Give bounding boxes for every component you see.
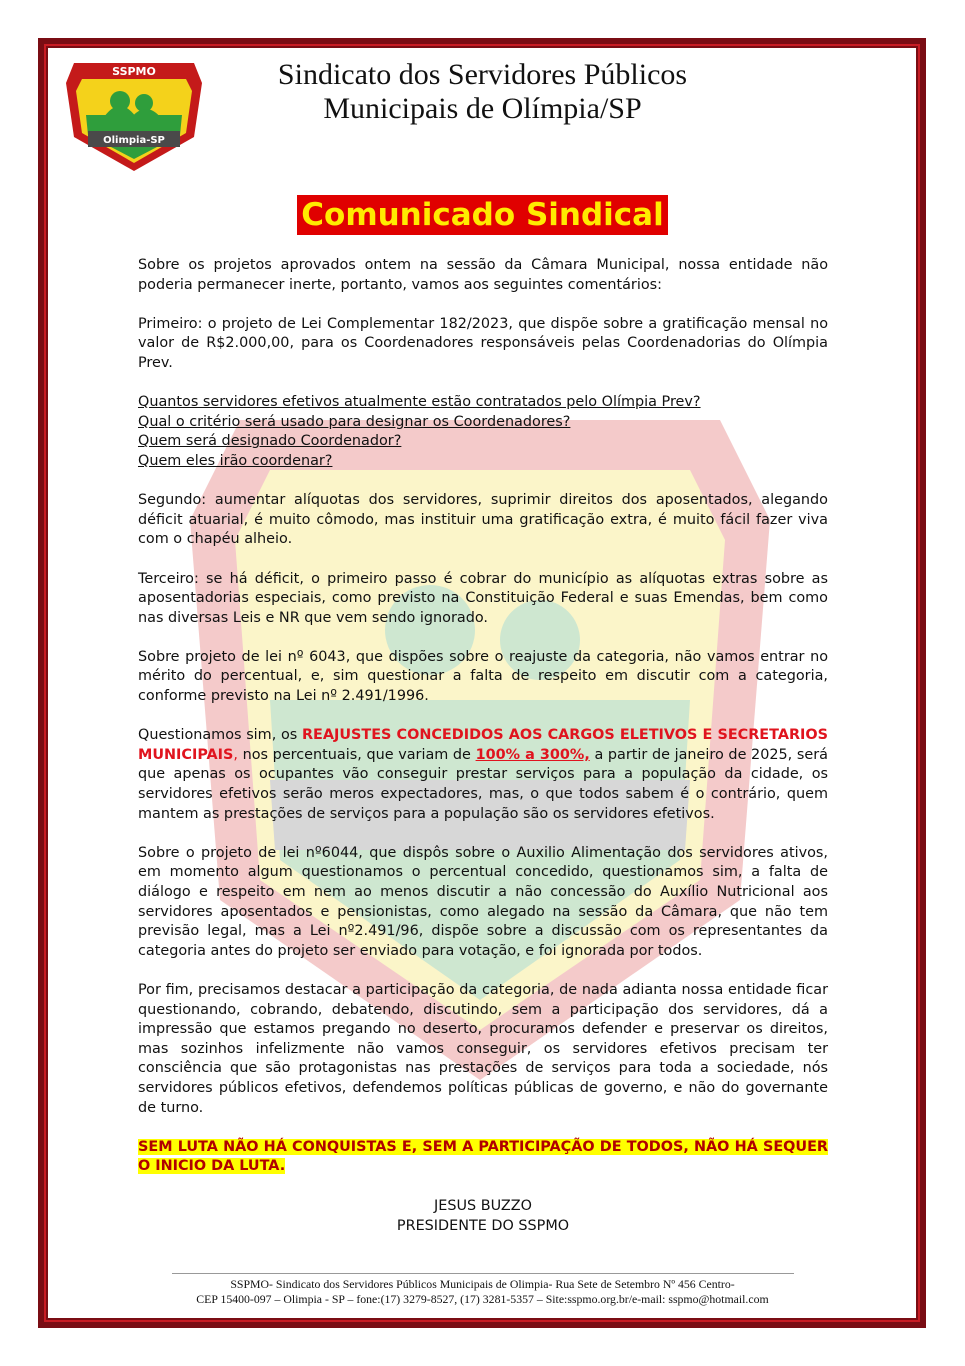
paragraph-projeto-6043: Sobre projeto de lei nº 6043, que dispões sobre o reajuste da categoria, não vamos entrar no mérito do percentual, e, sim questionar a falta de respeito em discutir com a categoria, conforme previsto na Lei nº 2.491/1996. xyxy=(138,648,828,705)
slogan xyxy=(138,1138,828,1177)
paragraph-segundo: Segundo: aumentar alíquotas dos servidores, suprimir direitos dos aposentados, alegando déficit atuarial, é muito cômodo, mas instituir uma gratificação extra, é muito fácil fazer viva com o chapéu alheio. xyxy=(138,492,828,548)
question-item: Quantos servidores efetivos atualmente estão contratados pelo Olímpia Prev? xyxy=(138,394,701,411)
title-line-2: Municipais de Olímpia/SP xyxy=(323,92,642,125)
banner-container xyxy=(0,195,965,235)
sspmo-logo xyxy=(64,55,204,173)
quest-highlight-percent: 100% a 300%, xyxy=(475,746,590,763)
logo-text-top: SSPMO xyxy=(112,65,156,78)
paragraph-intro: Sobre os projetos aprovados ontem na sessão da Câmara Municipal, nossa entidade não poderia permanecer inerte, portanto, vamos aos seguintes comentários: xyxy=(138,257,828,293)
quest-comma: , xyxy=(233,746,238,763)
quest-text-a: Questionamos sim, os xyxy=(138,727,302,744)
document-body xyxy=(138,256,828,1236)
paragraph-por-fim: Por fim, precisamos destacar a participação da categoria, de nada adianta nossa entidade ficar questionando, cobrando, debatendo, discutindo, sem a participação dos servidores, dá a impressão que estamos pregando no deserto, procuramos defender e preservar os direitos, mas sozinhos infelizmente não vamos conseguir, os servidores efetivos precisam ter consciência que são protagonistas nas prestações de serviços para toda a sociedade, nós servidores públicos efetivos, defendemos políticas públicas de governo, e não do governante de turno. xyxy=(138,981,828,1116)
quest-text-f: a partir de janeiro de 2025, será que apenas os ocupantes vão conseguir prestar serviços para a população da cidade, os servidores efetivos serão meros expectadores, mas, o que todos sabem é o contrário, quem mantem as prestações de serviços para a população são os servidores efetivos. xyxy=(138,746,828,822)
quest-highlight-reajustes: REAJUSTES CONCEDIDOS AOS CARGOS ELETIVOS E SECRETARIOS MUNICIPAIS xyxy=(138,727,828,763)
question-item: Qual o critério será usado para designar os Coordenadores? xyxy=(138,413,571,430)
slogan-text: SEM LUTA NÃO HÁ CONQUISTAS E, SEM A PARTICIPAÇÃO DE TODOS, NÃO HÁ SEQUER O INICIO DA LUTA. xyxy=(138,1138,828,1175)
footer-line-1: SSPMO- Sindicato dos Servidores Públicos Municipais de Olimpia- Rua Sete de Setembro Nº 456 Centro- xyxy=(230,1277,735,1291)
question-item: Quem eles irão coordenar? xyxy=(138,452,333,469)
footer-divider xyxy=(172,1273,794,1274)
signature-name: JESUS BUZZO xyxy=(434,1197,532,1214)
paragraph-questionamos xyxy=(138,726,828,824)
paragraph-terceiro: Terceiro: se há déficit, o primeiro passo é cobrar do município as alíquotas extras sobre as aposentadorias especiais, como previsto na Constituição Federal e suas Emendas, bem como nas diversas Leis e NR que vem sendo ignorado. xyxy=(138,570,828,626)
quest-text-d: nos percentuais, que variam de xyxy=(237,746,476,763)
banner-title: Comunicado Sindical xyxy=(297,195,667,235)
logo-text-bottom: Olimpia-SP xyxy=(103,135,165,146)
signature-role: PRESIDENTE DO SSPMO xyxy=(396,1217,570,1234)
paragraph-projeto-6044: Sobre o projeto de lei nº6044, que dispôs sobre o Auxilio Alimentação dos servidores ativos, em momento algum questionamos o percentual concedido, questionamos sim, a falta de diálogo e respeito em nem ao menos discutir a não concessão do Auxílio Nutricional aos servidores aposentados e pensionistas, como alegado na sessão da Câmara, que não tem previsão legal, mas a Lei nº2.491/96, dispõe sobre a discussão com os representantes da categoria antes do projeto ser enviado para votação, e foi ignorada por todos. xyxy=(138,844,828,959)
question-item: Quem será designado Coordenador? xyxy=(138,433,402,450)
page-title xyxy=(230,58,735,126)
questions-list xyxy=(138,393,828,471)
signature xyxy=(138,1197,828,1236)
footer xyxy=(100,1277,865,1307)
footer-line-2: CEP 15400-097 – Olimpia - SP – fone:(17) 3279-8527, (17) 3281-5357 – Site:sspmo.org.br/e-mail: sspmo@hotmail.com xyxy=(196,1292,769,1306)
title-line-1: Sindicato dos Servidores Públicos xyxy=(277,58,688,91)
paragraph-primeiro: Primeiro: o projeto de Lei Complementar 182/2023, que dispõe sobre a gratificação mensal no valor de R$2.000,00, para os Coordenadores responsáveis pelas Coordenadorias do Olímpia Prev. xyxy=(138,315,828,371)
